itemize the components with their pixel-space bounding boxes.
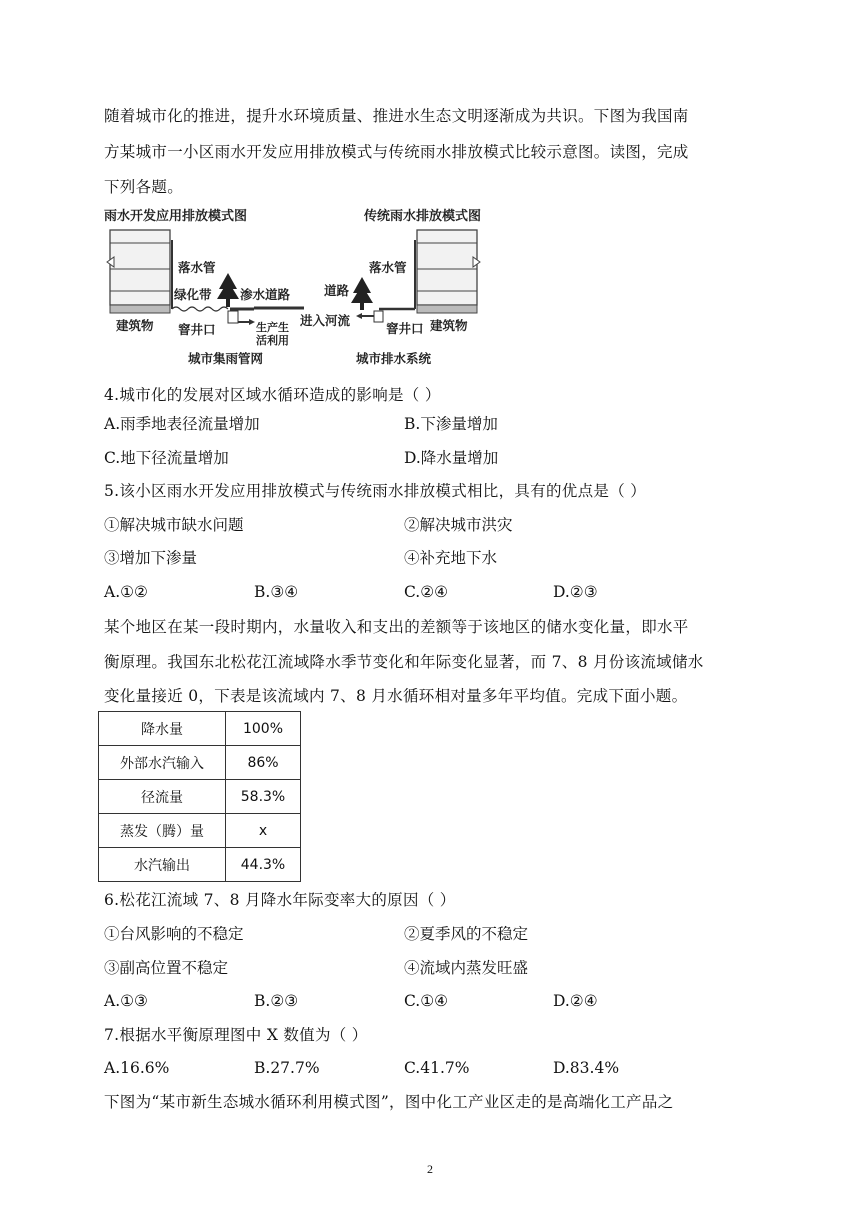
table-cell-value: x bbox=[226, 814, 301, 848]
table-row bbox=[99, 780, 301, 814]
table-cell-value: 58.3% bbox=[226, 780, 301, 814]
right-label-manhole: 窨井口 bbox=[386, 321, 424, 336]
question-5-option-b: B.③④ bbox=[254, 583, 299, 601]
table-cell-label: 径流量 bbox=[99, 780, 226, 814]
table-cell-value: 44.3% bbox=[226, 848, 301, 882]
left-figure-caption: 城市集雨管网 bbox=[188, 351, 264, 366]
table-cell-label: 水汽输出 bbox=[99, 848, 226, 882]
left-figure-title: 雨水开发应用排放模式图 bbox=[104, 209, 248, 224]
question-5-option-c: C.②④ bbox=[404, 583, 449, 601]
left-label-downpipe: 落水管 bbox=[178, 260, 216, 275]
right-flow-arrow-icon bbox=[356, 313, 362, 319]
rainwater-drainage-figure bbox=[104, 205, 759, 370]
question-4-option-b: B.下渗量增加 bbox=[404, 415, 498, 433]
right-label-into-river: 进入河流 bbox=[300, 313, 351, 328]
question-5-item-1: ①解决城市缺水问题 bbox=[104, 516, 244, 534]
left-building-icon bbox=[107, 230, 170, 313]
right-figure-title: 传统雨水排放模式图 bbox=[364, 209, 482, 224]
intro-paragraph-1-line-2: 方某城市一小区雨水开发应用排放模式与传统雨水排放模式比较示意图。读图，完成 bbox=[104, 143, 689, 161]
table-cell-value: 86% bbox=[226, 746, 301, 780]
right-label-downpipe: 落水管 bbox=[369, 260, 407, 275]
question-7-option-b: B.27.7% bbox=[254, 1059, 320, 1077]
question-6-option-a: A.①③ bbox=[104, 992, 148, 1010]
water-balance-table bbox=[98, 711, 301, 882]
question-6-option-d: D.②④ bbox=[553, 992, 598, 1010]
question-4-option-d: D.降水量增加 bbox=[404, 449, 499, 467]
question-6-item-4: ④流域内蒸发旺盛 bbox=[404, 959, 529, 977]
right-building-icon bbox=[417, 230, 480, 313]
question-4-option-c: C.地下径流量增加 bbox=[104, 449, 229, 467]
table-cell-label: 蒸发（腾）量 bbox=[99, 814, 226, 848]
left-flow-arrow-icon bbox=[249, 319, 255, 325]
right-figure-caption: 城市排水系统 bbox=[356, 351, 432, 366]
question-5-item-3: ③增加下渗量 bbox=[104, 549, 198, 567]
table-cell-label: 降水量 bbox=[99, 712, 226, 746]
table-row bbox=[99, 848, 301, 882]
left-label-reuse-line-1: 生产生 bbox=[256, 321, 289, 334]
table-cell-label: 外部水汽输入 bbox=[99, 746, 226, 780]
right-tree-icon bbox=[351, 277, 373, 310]
left-manhole-shape bbox=[228, 311, 238, 323]
question-5-item-2: ②解决城市洪灾 bbox=[404, 516, 513, 534]
left-label-green-belt: 绿化带 bbox=[174, 287, 212, 302]
question-5-stem: 5.该小区雨水开发应用排放模式与传统雨水排放模式相比，具有的优点是（ ） bbox=[104, 482, 647, 500]
question-5-option-a: A.①② bbox=[104, 583, 148, 601]
page-number: 2 bbox=[427, 1162, 433, 1176]
intro-paragraph-3-line-1: 下图为“某市新生态城水循环利用模式图”，图中化工产业区走的是高端化工产品之 bbox=[104, 1093, 674, 1111]
right-label-road: 道路 bbox=[324, 283, 350, 298]
left-tree-icon bbox=[217, 273, 239, 307]
table-row bbox=[99, 814, 301, 848]
question-6-item-1: ①台风影响的不稳定 bbox=[104, 925, 244, 943]
left-label-permeable-road: 渗水道路 bbox=[240, 287, 291, 302]
table-row bbox=[99, 746, 301, 780]
left-label-manhole: 窨井口 bbox=[178, 322, 216, 337]
question-5-item-4: ④补充地下水 bbox=[404, 549, 498, 567]
question-7-option-d: D.83.4% bbox=[553, 1059, 620, 1077]
intro-paragraph-1-line-3: 下列各题。 bbox=[104, 178, 184, 196]
question-6-stem: 6.松花江流域 7、8 月降水年际变率大的原因（ ） bbox=[104, 891, 456, 909]
intro-paragraph-2-line-1: 某个地区在某一段时期内，水量收入和支出的差额等于该地区的储水变化量，即水平 bbox=[104, 618, 689, 636]
intro-paragraph-2-line-2: 衡原理。我国东北松花江流域降水季节变化和年际变化显著，而 7、8 月份该流域储水 bbox=[104, 653, 704, 671]
question-7-stem: 7.根据水平衡原理图中 X 数值为（ ） bbox=[104, 1026, 368, 1044]
table-row bbox=[99, 712, 301, 746]
question-7-option-c: C.41.7% bbox=[404, 1059, 470, 1077]
question-6-option-c: C.①④ bbox=[404, 992, 449, 1010]
intro-paragraph-1-line-1: 随着城市化的推进，提升水环境质量、推进水生态文明逐渐成为共识。下图为我国南 bbox=[104, 107, 689, 125]
left-label-reuse-line-2: 活利用 bbox=[256, 334, 289, 347]
question-6-item-2: ②夏季风的不稳定 bbox=[404, 925, 529, 943]
question-4-stem: 4.城市化的发展对区域水循环造成的影响是（ ） bbox=[104, 386, 441, 404]
question-4-option-a: A.雨季地表径流量增加 bbox=[104, 415, 260, 433]
left-green-belt-shape bbox=[172, 307, 228, 311]
left-label-building: 建筑物 bbox=[116, 318, 154, 333]
question-5-option-d: D.②③ bbox=[553, 583, 598, 601]
intro-paragraph-2-line-3: 变化量接近 0，下表是该流域内 7、8 月水循环相对量多年平均值。完成下面小题。 bbox=[104, 687, 688, 705]
question-6-option-b: B.②③ bbox=[254, 992, 299, 1010]
question-7-option-a: A.16.6% bbox=[104, 1059, 170, 1077]
question-6-item-3: ③副高位置不稳定 bbox=[104, 959, 229, 977]
left-permeable-road-shape bbox=[230, 308, 304, 309]
right-manhole-shape bbox=[374, 311, 383, 322]
table-cell-value: 100% bbox=[226, 712, 301, 746]
right-label-building: 建筑物 bbox=[430, 318, 468, 333]
